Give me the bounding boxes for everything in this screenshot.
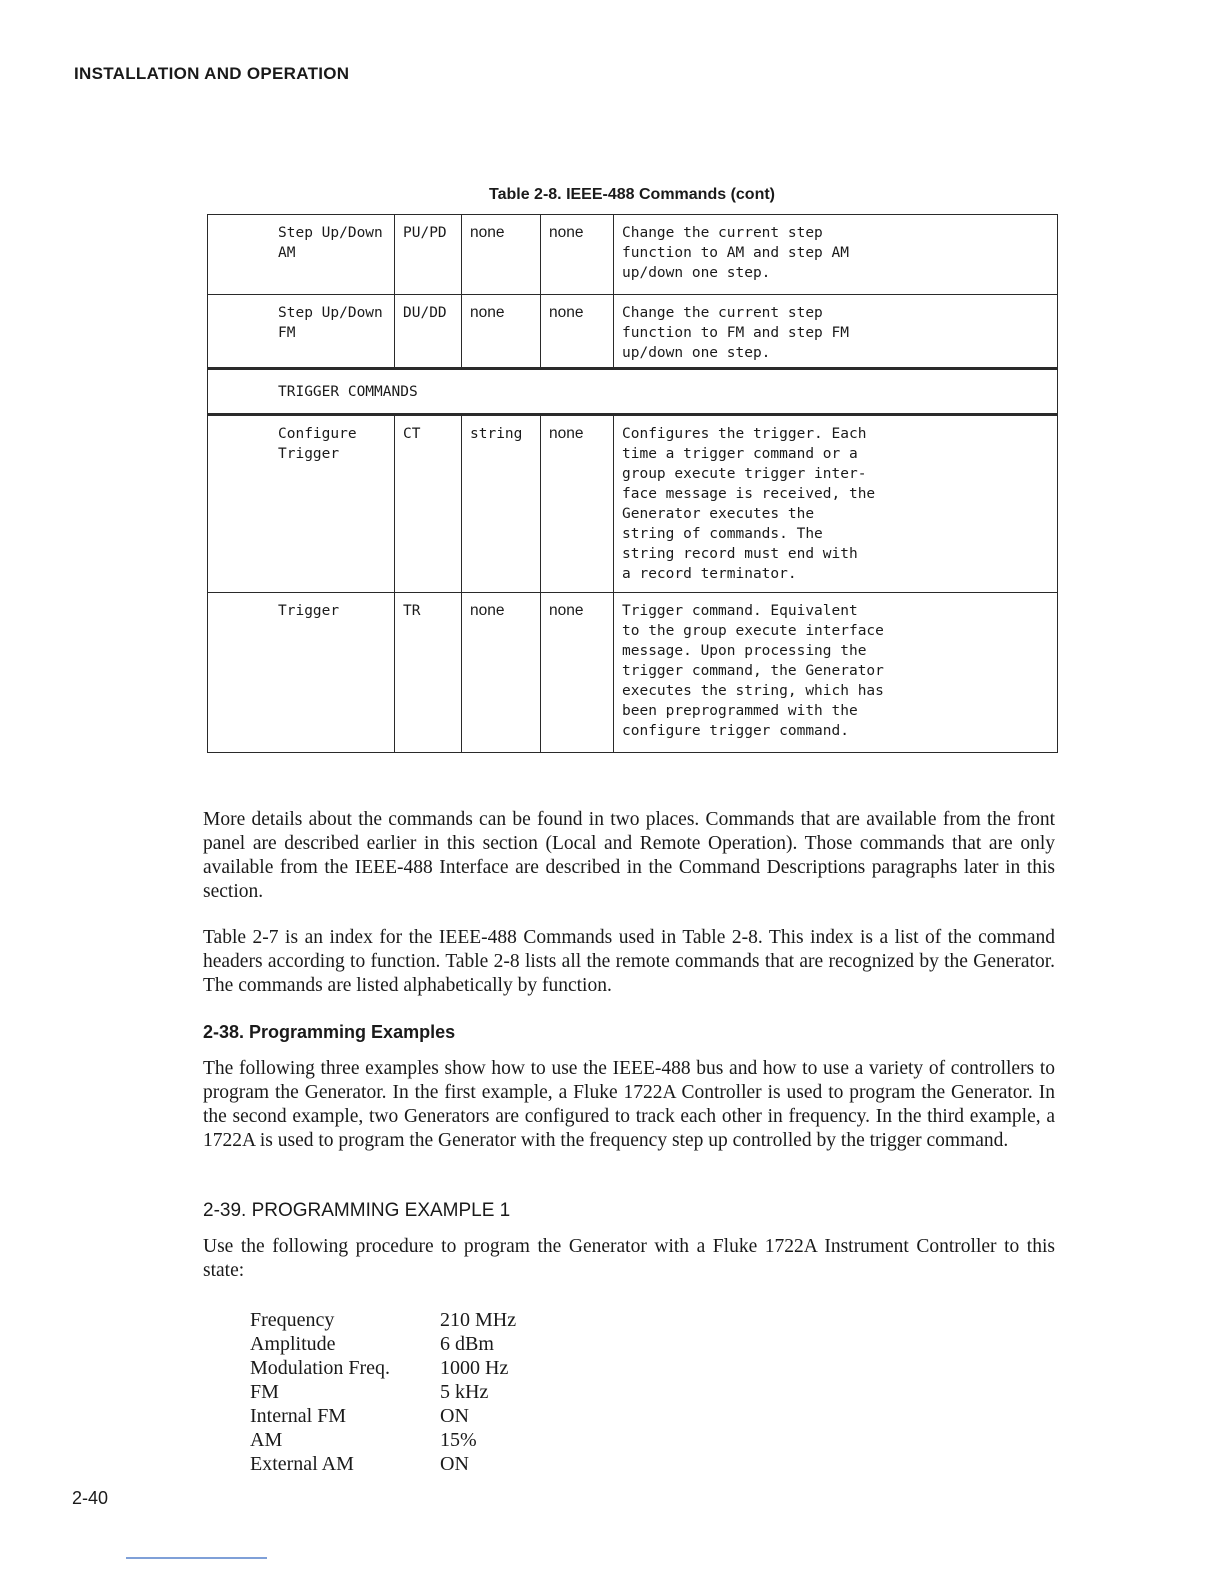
state-label: FM [250, 1381, 279, 1403]
command-description: Trigger command. Equivalent to the group execute interface message. Upon processing the trigger command, the Generator executes the string, which has been preprogrammed with the configure trigger command. [614, 593, 1058, 753]
list-item [250, 1356, 516, 1380]
body-paragraph: More details about the commands can be found in two places. Commands that are available from the front panel are described earlier in this section (Local and Remote Operation). Those commands that are only available from the IEEE-488 Interface are described in the Command Descriptions paragraphs later in this section. [203, 809, 1055, 902]
state-label: Frequency [250, 1309, 335, 1331]
command-description: Change the current step function to AM and step AM up/down one step. [614, 215, 1058, 295]
page-number: 2-40 [72, 1488, 109, 1508]
list-item [250, 1380, 516, 1404]
command-mnemonic: DU/DD [395, 295, 462, 369]
target-state-list [250, 1308, 516, 1476]
table-caption: Table 2-8. IEEE-488 Commands (cont) [489, 186, 775, 203]
running-head: INSTALLATION AND OPERATION [74, 64, 350, 83]
command-arg: none [462, 295, 541, 369]
list-item [250, 1428, 516, 1452]
command-arg: none [462, 215, 541, 295]
table-section-row [208, 369, 1058, 415]
state-value: 5 kHz [440, 1381, 489, 1403]
state-value: 210 MHz [440, 1309, 517, 1331]
state-label: Internal FM [250, 1405, 347, 1427]
state-value: 1000 Hz [440, 1357, 509, 1379]
state-label: External AM [250, 1453, 354, 1475]
table-row [208, 295, 1058, 369]
command-arg: none [541, 415, 614, 593]
list-item [250, 1404, 516, 1428]
command-arg: none [541, 295, 614, 369]
list-item [250, 1308, 516, 1332]
state-label: AM [250, 1429, 283, 1451]
command-arg: none [541, 215, 614, 295]
command-arg: none [462, 593, 541, 753]
command-description: Configures the trigger. Each time a trigger command or a group execute trigger inter- face message is received, the Generator executes the string of commands. The string record must end with a record terminator. [614, 415, 1058, 593]
section-heading: 2-38. Programming Examples [203, 1022, 456, 1042]
command-name: Step Up/Down FM [208, 295, 395, 369]
bottom-rule [126, 1557, 267, 1559]
command-arg: none [541, 593, 614, 753]
body-paragraph: The following three examples show how to use the IEEE-488 bus and how to use a variety of controllers to program the Generator. In the first example, a Fluke 1722A Controller is used to program the Generator. In the second example, two Generators are configured to track each other in frequency. In the third example, a 1722A is used to program the Generator with the frequency step up controlled by the trigger command. [203, 1058, 1055, 1151]
table-row [208, 215, 1058, 295]
list-item [250, 1452, 516, 1476]
state-label: Amplitude [250, 1333, 336, 1355]
state-value: ON [440, 1453, 469, 1475]
command-name: Configure Trigger [208, 415, 395, 593]
command-mnemonic: TR [395, 593, 462, 753]
ieee-488-commands-table [207, 214, 1058, 753]
state-value: 6 dBm [440, 1333, 494, 1355]
command-mnemonic: PU/PD [395, 215, 462, 295]
command-arg: string [462, 415, 541, 593]
section-heading: 2-39. PROGRAMMING EXAMPLE 1 [203, 1200, 511, 1221]
table-row [208, 415, 1058, 593]
state-value: 15% [440, 1429, 477, 1451]
body-paragraph: Use the following procedure to program the Generator with a Fluke 1722A Instrument Controller to this state: [203, 1236, 1055, 1281]
body-paragraph: Table 2-7 is an index for the IEEE-488 Commands used in Table 2-8. This index is a list of the command headers according to function. Table 2-8 lists all the remote commands that are recognized by the Generator. The commands are listed alphabetically by function. [203, 927, 1055, 996]
section-label: TRIGGER COMMANDS [208, 369, 1058, 415]
command-name: Step Up/Down AM [208, 215, 395, 295]
list-item [250, 1332, 516, 1356]
command-mnemonic: CT [395, 415, 462, 593]
command-name: Trigger [208, 593, 395, 753]
state-label: Modulation Freq. [250, 1357, 390, 1379]
command-description: Change the current step function to FM and step FM up/down one step. [614, 295, 1058, 369]
table-row [208, 593, 1058, 753]
state-value: ON [440, 1405, 469, 1427]
